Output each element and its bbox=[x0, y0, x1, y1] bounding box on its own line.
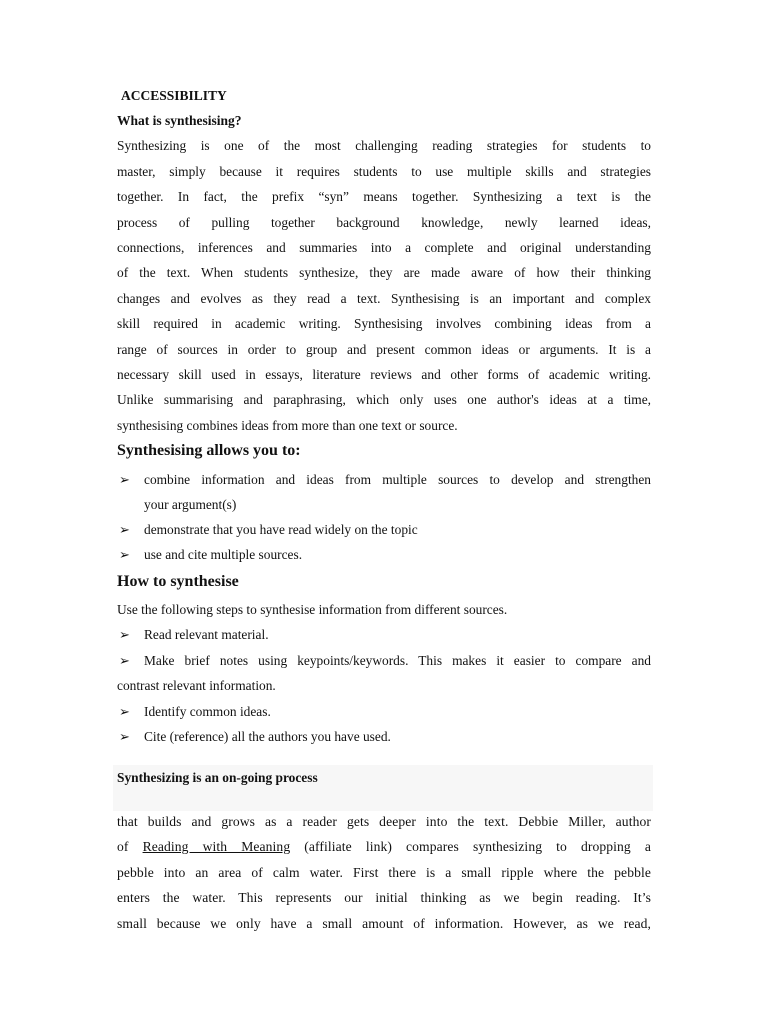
doc-title: ACCESSIBILITY bbox=[121, 88, 227, 103]
paragraph-text: compares synthesizing to dropping a bbox=[406, 839, 651, 854]
paragraph-text: of bbox=[117, 839, 143, 854]
paragraph-line: Unlike summarising and paraphrasing, which only uses one author's ideas at a time, bbox=[117, 392, 651, 407]
allows-heading: Synthesising allows you to: bbox=[117, 442, 301, 459]
arrow-bullet-icon: ➢ bbox=[119, 653, 130, 668]
list-item: use and cite multiple sources. bbox=[144, 547, 303, 562]
paragraph-line: together. In fact, the prefix “syn” means together. Synthesizing a text is the bbox=[117, 189, 651, 204]
paragraph-line: process of pulling together background knowledge, newly learned ideas, bbox=[117, 215, 651, 230]
how-heading: How to synthesise bbox=[117, 573, 239, 590]
reading-with-meaning-link[interactable]: Reading with Meaning bbox=[142, 839, 291, 854]
arrow-bullet-icon: ➢ bbox=[119, 472, 130, 487]
paragraph-line: enters the water. This represents our initial thinking as we begin reading. It’s bbox=[117, 890, 651, 905]
process-heading: Synthesizing is an on-going process bbox=[117, 770, 318, 785]
paragraph-line: master, simply because it requires students to use multiple skills and strategies bbox=[117, 164, 651, 179]
paragraph-line: synthesising combines ideas from more than one text or source. bbox=[117, 418, 458, 433]
step-item: Identify common ideas. bbox=[144, 704, 271, 719]
arrow-bullet-icon: ➢ bbox=[119, 704, 130, 719]
paragraph-line: connections, inferences and summaries into a complete and original understanding bbox=[117, 240, 651, 255]
step-item: Make brief notes using keypoints/keywords. This makes it easier to compare and bbox=[144, 653, 651, 668]
step-item: Read relevant material. bbox=[144, 627, 269, 642]
paragraph-line: of the text. When students synthesize, they are made aware of how their thinking bbox=[117, 265, 651, 280]
paragraph-line: range of sources in order to group and present common ideas or arguments. It is a bbox=[117, 342, 651, 357]
paragraph-line: that builds and grows as a reader gets deeper into the text. Debbie Miller, author bbox=[117, 814, 651, 829]
paragraph-line: Synthesizing is one of the most challenging reading strategies for students to bbox=[117, 138, 651, 153]
paragraph-line: changes and evolves as they read a text. Synthesising is an important and complex bbox=[117, 291, 651, 306]
arrow-bullet-icon: ➢ bbox=[119, 547, 130, 562]
paragraph-line-with-link bbox=[117, 838, 651, 856]
step-item-continuation: contrast relevant information. bbox=[117, 678, 276, 693]
section-question: What is synthesising? bbox=[117, 113, 242, 128]
paragraph-line: pebble into an area of calm water. First there is a small ripple where the pebble bbox=[117, 865, 651, 880]
list-item: demonstrate that you have read widely on the topic bbox=[144, 522, 418, 537]
paragraph-line: necessary skill used in essays, literature reviews and other forms of academic writing. bbox=[117, 367, 651, 382]
step-item: Cite (reference) all the authors you have used. bbox=[144, 729, 391, 744]
list-item: combine information and ideas from multiple sources to develop and strengthen bbox=[144, 472, 651, 487]
arrow-bullet-icon: ➢ bbox=[119, 729, 130, 744]
list-item-continuation: your argument(s) bbox=[144, 497, 237, 512]
arrow-bullet-icon: ➢ bbox=[119, 522, 130, 537]
paragraph-line: small because we only have a small amount of information. However, as we read, bbox=[117, 916, 651, 931]
paragraph-text: (affiliate link) bbox=[290, 839, 407, 854]
arrow-bullet-icon: ➢ bbox=[119, 627, 130, 642]
paragraph-line: skill required in academic writing. Synthesising involves combining ideas from a bbox=[117, 316, 651, 331]
how-intro: Use the following steps to synthesise information from different sources. bbox=[117, 602, 508, 617]
